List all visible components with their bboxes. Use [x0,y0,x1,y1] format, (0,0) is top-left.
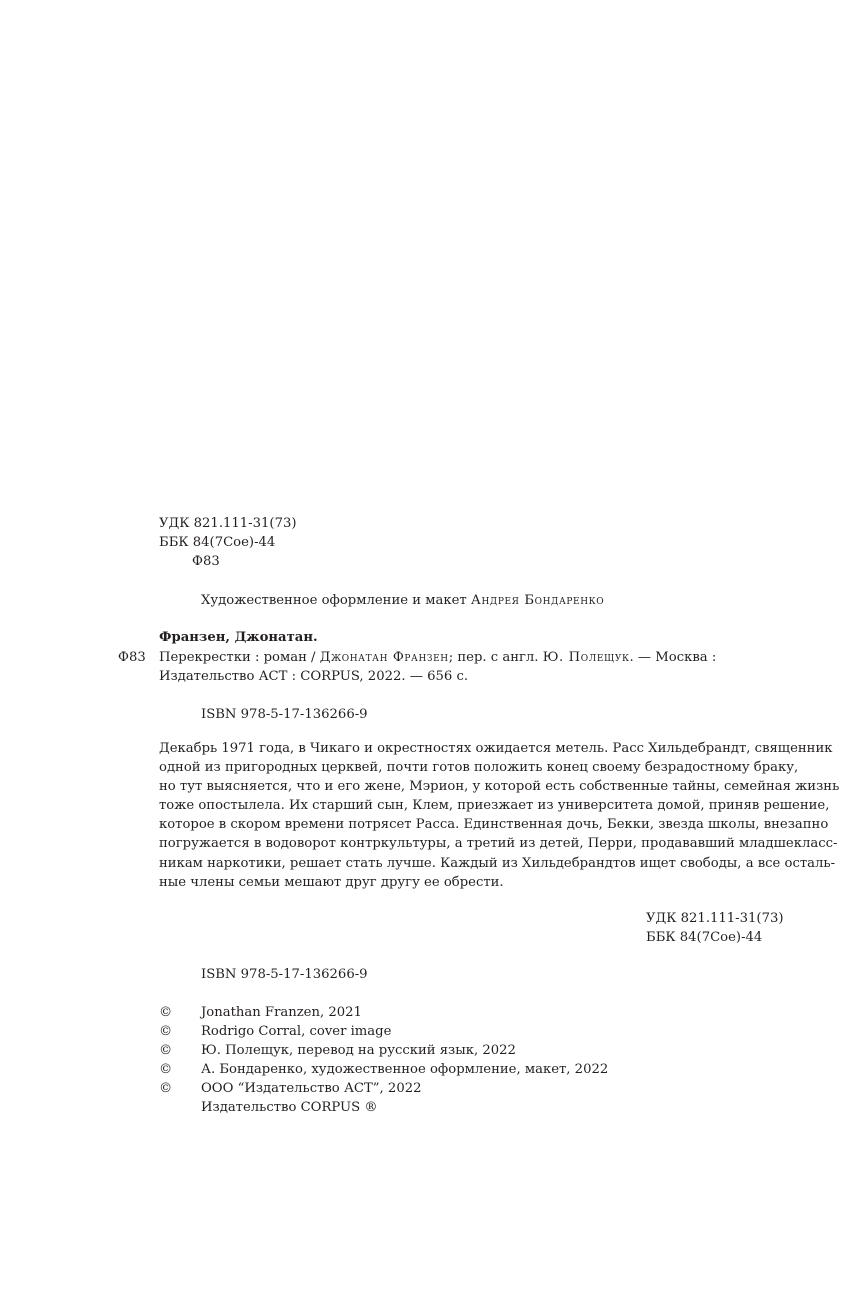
bibliography-line-2: Издательство АСТ : CORPUS, 2022. — 656 с. [159,669,469,684]
copyright-symbol: © [159,1062,173,1077]
translator-name: Ю. Полещук [542,650,630,665]
bbk-code: ББК 84(7Сое)-44 [159,535,276,550]
bibliography-line-1 [159,648,716,667]
annotation-line: но тут выясняется, что и его жене, Мэрион, у которой есть собственные тайны, семейная жизнь [159,779,840,795]
author-mark: Ф83 [192,554,220,569]
annotation-line: никам наркотики, решает стать лучше. Каждый из Хильдебрандтов ищет свободы, а все осталь- [159,855,836,871]
design-credit [201,591,604,610]
copyright-text: Jonathan Franzen, 2021 [201,1005,362,1020]
copyright-symbol: © [159,1081,173,1096]
book-author: Джонатан Франзен [319,650,449,665]
author-heading: Франзен, Джонатан. [159,630,318,645]
copyright-line [159,1003,362,1022]
copyright-text: Rodrigo Corral, cover image [201,1024,392,1039]
designer-name: Андрея Бондаренко [470,593,605,608]
copyright-line [159,1041,516,1060]
annotation-line: Декабрь 1971 года, в Чикаго и окрестностях ожидается метель. Расс Хильдебрандт, священник [159,741,833,756]
design-credit-text: Художественное оформление и макет [201,593,471,608]
bibliography-mark: Ф83 [118,650,146,665]
annotation-line: ные члены семьи мешают друг другу ее обрести. [159,874,504,890]
annotation-line: тоже опостылела. Их старший сын, Клем, приезжает из университета домой, приняв решение, [159,798,830,814]
copyright-line [159,1079,422,1098]
annotation-line: одной из пригородных церквей, почти готов положить конец своему безрадостному браку, [159,760,799,776]
udk-code-bottom: УДК 821.111-31(73) [646,911,784,926]
annotation-line: которое в скором времени потрясет Расса. Единственная дочь, Бекки, звезда школы, внезапно [159,817,829,833]
publisher-mark: Издательство CORPUS ® [201,1100,378,1115]
copyright-symbol: © [159,1043,173,1058]
copyright-text: А. Бондаренко, художественное оформление, макет, 2022 [201,1062,609,1077]
isbn-bottom: ISBN 978-5-17-136266-9 [201,967,368,982]
copyright-text: Ю. Полещук, перевод на русский язык, 2022 [201,1043,516,1058]
copyright-text: ООО “Издательство АСТ”, 2022 [201,1081,422,1096]
publication-place: . — Москва : [629,650,717,665]
copyright-symbol: © [159,1024,173,1039]
isbn-top: ISBN 978-5-17-136266-9 [201,707,368,722]
book-title: Перекрестки : роман / [159,650,320,665]
annotation-line: погружается в водоворот контркультуры, а третий из детей, Перри, продававший младшекласс- [159,836,838,852]
translation-note: ; пер. с англ. [448,650,543,665]
udk-code: УДК 821.111-31(73) [159,516,297,531]
copyright-line [159,1022,391,1041]
copyright-line [159,1060,608,1079]
bbk-code-bottom: ББК 84(7Сое)-44 [646,930,763,945]
annotation-paragraph [159,739,840,892]
copyright-symbol: © [159,1005,173,1020]
